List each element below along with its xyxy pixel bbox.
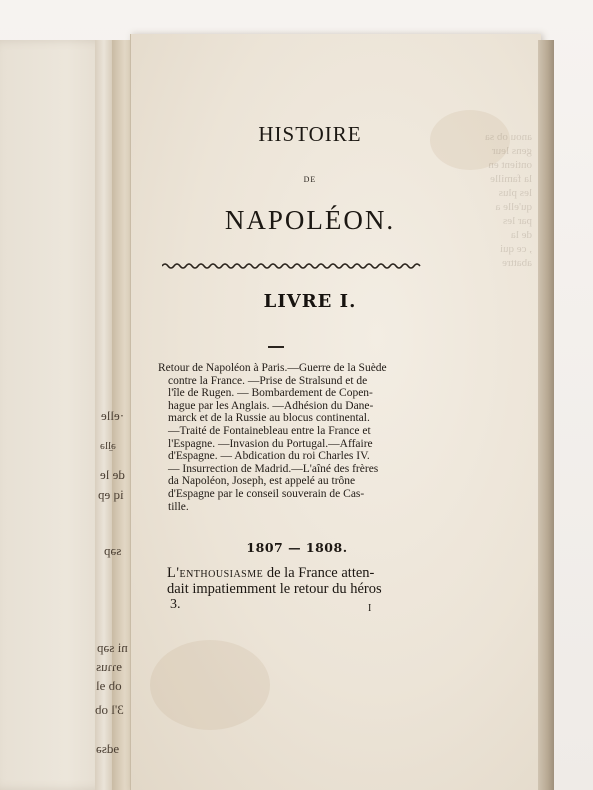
chapter-summary (158, 362, 420, 513)
fragment-text: de le (100, 467, 125, 482)
paper-stain (150, 640, 270, 730)
signature-mark: I (368, 603, 372, 614)
body-lead-word: L'enthousiasme (167, 565, 264, 581)
summary-line: — Insurrection de Madrid.—L'aîné des frères (168, 462, 379, 475)
show-through-text: anou ob sa gens leur ontient en la famille les plus qu'elle a par les de la , ce qui abattre (484, 131, 532, 269)
fragment-text: ə̤llə (100, 440, 116, 452)
summary-line: da Napoléon, Joseph, est appelé au trône (168, 475, 356, 488)
decorative-rule (162, 262, 424, 270)
fragment-text: ɘdsǝ (96, 741, 120, 756)
fragment-text: sǝp (104, 543, 122, 558)
fragment-text: 3'l ob (95, 702, 124, 717)
body-paragraph (167, 566, 427, 597)
body-line-1: de la France atten- (263, 565, 375, 581)
fragment-text: ni sǝp (97, 640, 128, 655)
title-de: DE (303, 175, 317, 184)
fragment-text: ob ɘl (96, 678, 122, 693)
fragment-text: iq ep (98, 487, 124, 502)
summary-line: d'Espagne par le conseil souverain de Cas- (168, 487, 365, 500)
summary-line: —Traité de Fontainebleau entre la France et (168, 424, 371, 437)
summary-line: marck et de la Russie au blocus continental. (168, 412, 370, 425)
summary-line: l'île de Rugen. — Bombardement de Copen- (168, 387, 373, 400)
fragment-text: ·elle (101, 408, 125, 423)
fragment-text: ɘɿɿus (96, 659, 122, 674)
summary-line: contre la France. —Prise de Stralsund et de (168, 374, 368, 387)
summary-line: l'Espagne. —Invasion du Portugal.—Affaire (168, 437, 373, 450)
summary-line: tille. (168, 500, 189, 513)
short-rule (268, 346, 284, 348)
title-histoire: HISTOIRE (258, 122, 362, 146)
body-line-2: dait impatiemment le retour du héros (167, 580, 382, 597)
title-napoleon: NAPOLÉON. (224, 205, 396, 235)
signature-number: 3. (170, 597, 181, 612)
summary-line: Retour de Napoléon à Paris.—Guerre de la Suède (158, 362, 387, 374)
right-page-edge (538, 40, 554, 790)
summary-line: hague par les Anglais. —Adhésion du Dane- (168, 399, 374, 412)
summary-line: d'Espagne. — Abdication du roi Charles IV. (168, 450, 370, 463)
year-range: 1807 — 1808. (246, 540, 348, 555)
book-heading: LIVRE I. (263, 291, 357, 312)
